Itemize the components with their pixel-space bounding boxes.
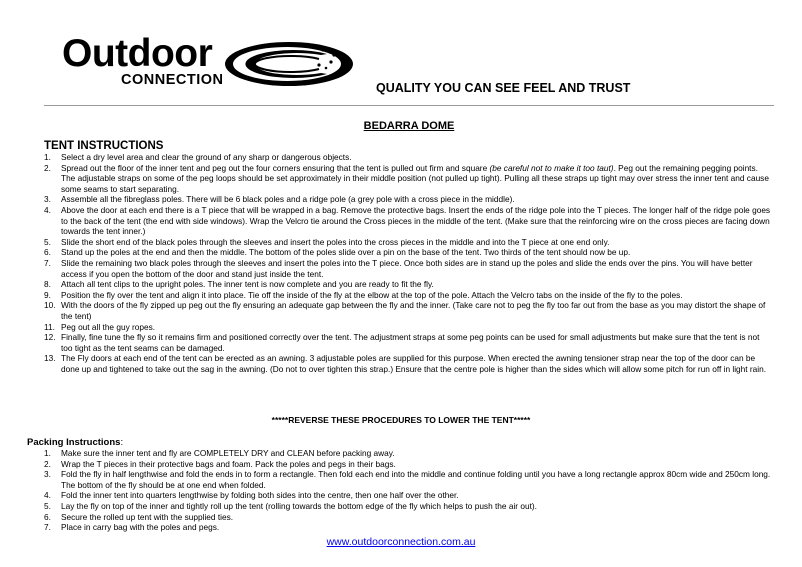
list-text: With the doors of the fly zipped up peg out the fly ensuring an adequate gap between the fly and the inner. (Take care not to peg the fly too far out from the base as you may distort the shape of the tent) [61, 300, 766, 321]
list-item [44, 279, 772, 290]
section-heading: TENT INSTRUCTIONS [44, 140, 164, 152]
list-item [44, 469, 772, 490]
list-item [44, 501, 772, 512]
list-text: Secure the rolled up tent with the supplied ties. [61, 511, 234, 522]
list-text: Peg out all the guy ropes. [61, 321, 156, 332]
list-text: Fold the inner tent into quarters lengthwise by folding both sides into the centre, then one half over the other. [61, 490, 459, 501]
list-number: 11. [44, 321, 55, 332]
packing-heading [27, 437, 123, 448]
list-number: 9. [44, 289, 51, 300]
list-number: 7. [44, 522, 51, 533]
list-number: 3. [44, 469, 51, 480]
list-text: Finally, fine tune the fly so it remains firm and positioned correctly over the tent. The adjustment straps at some peg points can be used for small adjustments but make sure that the tent is not too tight as the tent seams can be damaged. [61, 332, 760, 353]
brand-sub: CONNECTION [121, 72, 224, 88]
list-item [44, 322, 772, 333]
list-item [44, 490, 772, 501]
list-item [44, 448, 772, 459]
list-item [44, 152, 772, 163]
brand-logo [62, 34, 362, 94]
list-item [44, 353, 772, 374]
list-text: Above the door at each end there is a T piece that will be wrapped in a bag. Remove the protective bags. Insert the ends of the ridge pole into the T pieces. The longer half of the ridge pole goes to the back of the tent (the end with side windows). Wrap the Velcro tie around the Cross pieces in the middle of the tent. (Make sure that the reinforcing wire on the cross pieces are facing down towards the tent inner.) [61, 204, 771, 237]
list-text: Spread out the floor of the inner tent and peg out the four corners ensuring that the tent is pulled out firm and square [61, 162, 490, 173]
list-text: Lay the fly on top of the inner and tightly roll up the tent (rolling towards the bottom edge of the fly which helps to push the air out). [61, 500, 537, 511]
logo-mark-icon [223, 40, 355, 88]
list-text: Fold the fly in half lengthwise and fold the ends in to form a rectangle. Then fold each end into the middle and continue folding until you have a long rectangle approx 80cm wide and 250cm long. The bottom of the fly should be at one end when folded. [61, 469, 771, 490]
list-text: Attach all tent clips to the upright poles. The inner tent is now complete and you are ready to fit the fly. [61, 279, 434, 290]
list-text-continued: . Peg out the remaining pegging points. The adjustable straps on some of the peg loops should be set approximately in their middle position (not pulled up tight). Pulling all these straps up tight may over stress the inner tent and cause some seams to start separating. [61, 162, 769, 194]
list-text: Slide the short end of the black poles through the sleeves and insert the poles into the cross pieces in the middle and into the T piece at one end only. [61, 236, 610, 247]
list-number: 10. [44, 300, 56, 311]
list-number: 6. [44, 511, 51, 522]
list-text: Wrap the T pieces in their protective bags and foam. Pack the poles and pegs in their bags. [61, 458, 396, 469]
list-item [44, 205, 772, 237]
document-title: BEDARRA DOME [363, 120, 455, 132]
list-item [44, 459, 772, 470]
list-text: Position the fly over the tent and align it into place. Tie off the inside of the fly at the elbow at the top of the pole. Attach the Velcro tabs on the inside of the fly to the poles. [61, 289, 683, 300]
list-number: 1. [44, 152, 51, 162]
header-divider [44, 105, 774, 106]
list-text: Stand up the poles at the end and then the middle. The bottom of the poles slide over a pin on the base of the tent. Two thirds of the tent should now be up. [61, 247, 631, 258]
list-number: 4. [44, 204, 51, 215]
tent-instructions-list [44, 152, 772, 374]
website-link[interactable]: www.outdoorconnection.com.au [326, 536, 476, 548]
list-number: 12. [44, 332, 56, 343]
list-text: Slide the remaining two black poles through the sleeves and insert the poles into the T piece. Once both sides are in stand up the poles and slide the ends over the pins. You will have better access if you open the bottom of the door and stand just inside the tent. [61, 257, 753, 279]
packing-instructions-list [44, 448, 772, 533]
list-number: 5. [44, 236, 51, 247]
list-item [44, 247, 772, 258]
list-number: 3. [44, 194, 51, 205]
list-text: Select a dry level area and clear the ground of any sharp or dangerous objects. [61, 152, 352, 162]
list-item [44, 194, 772, 205]
reverse-procedures-note: *****REVERSE THESE PROCEDURES TO LOWER THE TENT***** [271, 415, 531, 425]
list-item [44, 300, 772, 321]
list-text: Place in carry bag with the poles and pegs. [61, 522, 220, 533]
list-text: Make sure the inner tent and fly are COMPLETELY DRY and CLEAN before packing away. [61, 448, 395, 458]
list-number: 4. [44, 490, 51, 501]
packing-heading-text: Packing Instructions [27, 437, 121, 448]
brand-name: Outdoor [62, 32, 213, 75]
list-number: 2. [44, 162, 51, 173]
list-item [44, 522, 772, 533]
list-item [44, 332, 772, 353]
list-number: 1. [44, 448, 51, 458]
list-number: 8. [44, 279, 51, 290]
list-item [44, 258, 772, 279]
list-item [44, 163, 772, 195]
list-number: 7. [44, 257, 51, 268]
list-item [44, 290, 772, 301]
list-number: 5. [44, 500, 51, 511]
list-item [44, 237, 772, 248]
list-text: The Fly doors at each end of the tent can be erected as an awning. 3 adjustable poles are supplied for this purpose. When erected the awning tensioner strap near the top of the door can be done up and tightened to take out the sag in the awning. (Do not to over tighten this strap.) Ensure that the centre pole is higher than the sides which will allow some pitch for run off in light rain. [61, 353, 767, 374]
list-note: (be careful not to make it too taut) [489, 162, 614, 173]
list-number: 6. [44, 247, 51, 258]
packing-heading-colon: : [120, 437, 124, 448]
list-item [44, 512, 772, 523]
tagline: QUALITY YOU CAN SEE FEEL AND TRUST [376, 81, 631, 95]
list-text: Assemble all the fibreglass poles. There will be 6 black poles and a ridge pole (a grey pole with a cross piece in the middle). [61, 194, 515, 205]
list-number: 2. [44, 458, 51, 469]
list-number: 13. [44, 353, 56, 364]
